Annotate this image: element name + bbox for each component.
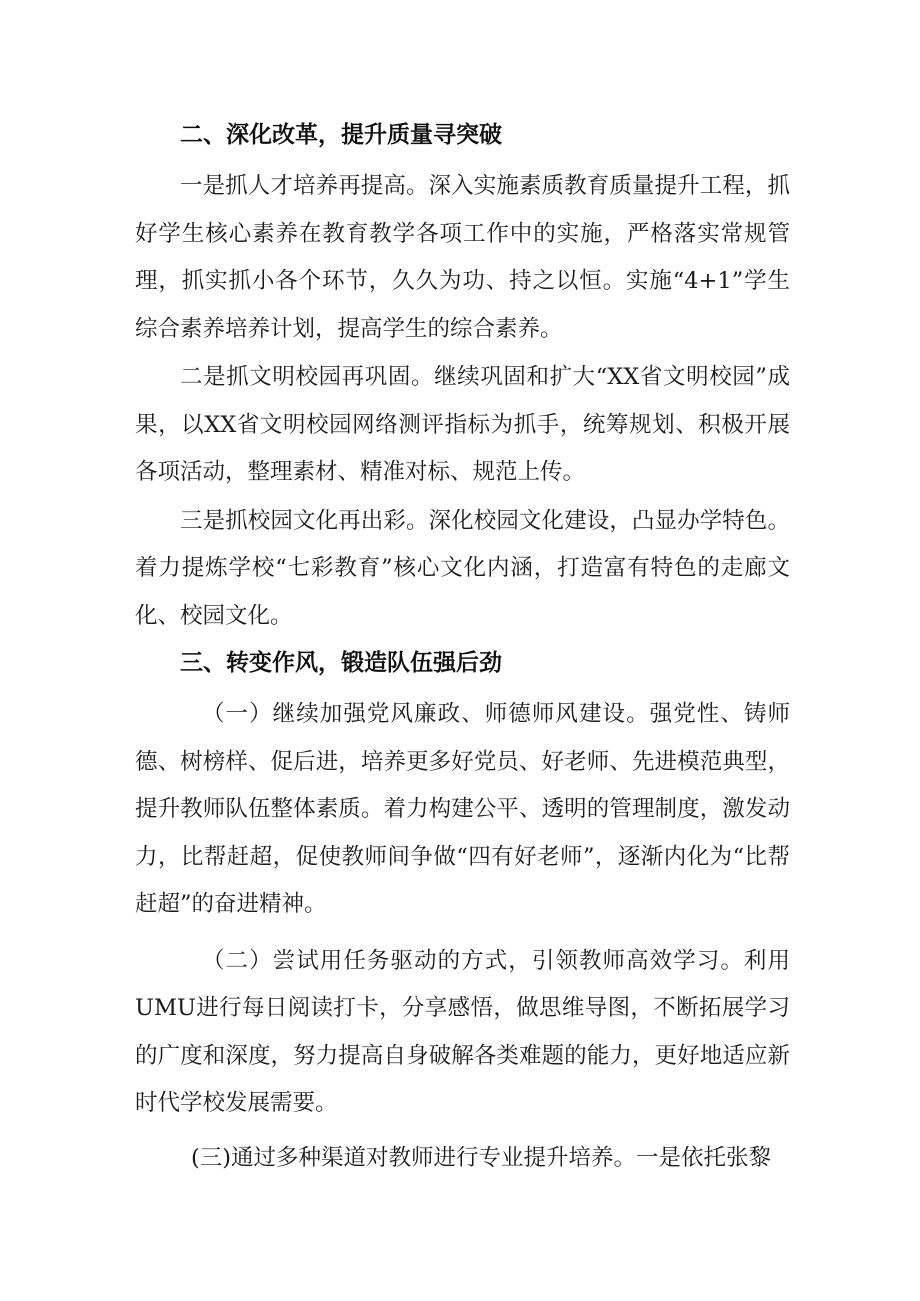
section-heading-2: 二、深化改革，提升质量寻突破 — [180, 122, 502, 148]
paragraph-party-conduct: （一）继续加强党风廉政、师德师风建设。强党性、铸师德、树榜样、促后进，培养更多好党员、好老师、先进模范典型，提升教师队伍整体素质。着力构建公平、透明的管理制度，激发动力，比帮赶超，促使教师间争做“四有好老师”，逐渐内化为“比帮赶超”的奋进精神。 — [135, 701, 790, 917]
paragraph-campus-culture: 三是抓校园文化再出彩。深化校园文化建设，凸显办学特色。着力提炼学校“七彩教育”核心文化内涵，打造富有特色的走廊文化、校园文化。 — [135, 507, 790, 629]
paragraph-task-driven-learning: （二）尝试用任务驱动的方式，引领教师高效学习。利用UMU进行每日阅读打卡，分享感悟，做思维导图，不断拓展学习的广度和深度，努力提高自身破解各类难题的能力，更好地适应新时代学校发展需要。 — [135, 947, 790, 1116]
document-body — [135, 112, 790, 1182]
paragraph-talent-training: 一是抓人才培养再提高。深入实施素质教育质量提升工程，抓好学生核心素养在教育教学各项工作中的实施，严格落实常规管理，抓实抓小各个环节，久久为功、持之以恒。实施“4+1”学生综合素养培养计划，提高学生的综合素养。 — [135, 173, 790, 342]
section-heading-3: 三、转变作风，锻造队伍强后劲 — [180, 650, 502, 676]
paragraph-civilized-campus: 二是抓文明校园再巩固。继续巩固和扩大“XX省文明校园”成果，以XX省文明校园网络测评指标为抓手，统筹规划、积极开展各项活动，整理素材、精准对标、规范上传。 — [135, 364, 790, 485]
paragraph-professional-training: (三)通过多种渠道对教师进行专业提升培养。一是依托张黎 — [191, 1144, 772, 1171]
